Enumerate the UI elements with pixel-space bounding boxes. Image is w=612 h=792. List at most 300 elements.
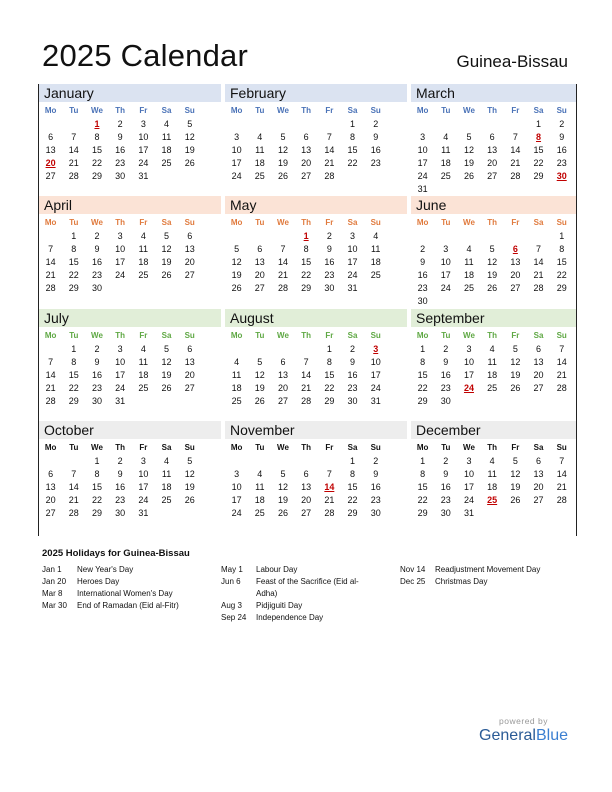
- day-cell: 16: [91, 370, 102, 380]
- weekday-label: Sa: [161, 331, 172, 340]
- day-cell: 26: [161, 270, 172, 280]
- day-cell: 22: [417, 383, 428, 393]
- weekday-label: Sa: [161, 218, 172, 227]
- holiday-name: Readjustment Movement Day: [435, 565, 541, 574]
- day-cell: 16: [115, 145, 126, 155]
- day-cell: [295, 455, 318, 468]
- day-cell: 14: [45, 257, 56, 267]
- week-row: [411, 144, 576, 157]
- weekday-label: Fr: [511, 106, 520, 115]
- day-cell: 10: [138, 132, 149, 142]
- day-cell: 7: [303, 357, 309, 367]
- day-cell: 15: [347, 145, 358, 155]
- weekday-label: Tu: [69, 331, 79, 340]
- week-row: [411, 356, 576, 369]
- week-row: [411, 369, 576, 382]
- holiday-name: International Women's Day: [77, 589, 173, 598]
- day-cell: 31: [138, 508, 149, 518]
- holiday-name: Christmas Day: [435, 577, 488, 586]
- day-cell: [550, 183, 573, 196]
- day-cell: 20: [487, 158, 498, 168]
- day-cell: 28: [68, 508, 79, 518]
- calendar-grid: [38, 84, 577, 536]
- day-cell: [155, 170, 178, 183]
- day-cell: 13: [45, 482, 56, 492]
- day-cell: 18: [487, 482, 498, 492]
- day-cell: 30: [370, 508, 381, 518]
- day-cell: 18: [254, 158, 265, 168]
- day-cell: 5: [257, 357, 263, 367]
- day-cell: 22: [347, 158, 358, 168]
- day-cell: 31: [370, 396, 381, 406]
- week-row: [225, 282, 407, 295]
- day-cell: 19: [277, 495, 288, 505]
- day-cell: 1: [559, 231, 565, 241]
- day-cell: 19: [510, 370, 521, 380]
- day-cell: 11: [371, 244, 381, 254]
- month-name: October: [39, 421, 221, 439]
- day-cell: 23: [370, 158, 381, 168]
- weekday-label: Su: [370, 218, 381, 227]
- day-cell: 11: [441, 145, 451, 155]
- weekday-header: [411, 329, 576, 343]
- day-cell: 23: [440, 383, 451, 393]
- weekday-label: We: [463, 218, 475, 227]
- month-name: September: [411, 309, 576, 327]
- day-cell: 31: [138, 171, 149, 181]
- day-cell: 27: [277, 396, 288, 406]
- holidays-title: 2025 Holidays for Guinea-Bissau: [42, 548, 190, 559]
- day-cell: 7: [559, 344, 565, 354]
- weekday-header: [225, 441, 407, 455]
- day-cell: 21: [324, 158, 335, 168]
- day-cell: [481, 118, 504, 131]
- day-cell: 26: [231, 283, 242, 293]
- week-row: [411, 295, 576, 308]
- day-cell: 26: [463, 171, 474, 181]
- weekday-label: Mo: [230, 106, 243, 115]
- day-cell: 27: [533, 383, 544, 393]
- month-name: June: [411, 196, 576, 214]
- day-cell: 6: [536, 456, 542, 466]
- month-name: April: [39, 196, 221, 214]
- week-row: [411, 243, 576, 256]
- day-cell: 27: [301, 171, 312, 181]
- day-cell: 5: [164, 231, 170, 241]
- day-cell: [527, 507, 550, 520]
- day-cell: [225, 455, 248, 468]
- day-cell: 8: [559, 244, 565, 254]
- day-cell: 15: [533, 145, 544, 155]
- day-cell: 31: [115, 396, 126, 406]
- day-cell: [109, 282, 132, 295]
- day-cell: 19: [510, 482, 521, 492]
- day-cell: 22: [68, 270, 79, 280]
- day-cell: 28: [45, 396, 56, 406]
- day-cell: 23: [324, 270, 335, 280]
- day-cell: 23: [370, 495, 381, 505]
- day-cell: 8: [303, 244, 309, 254]
- day-cell: [364, 170, 387, 183]
- day-cell: 12: [510, 469, 521, 479]
- holiday-column: [42, 564, 195, 612]
- day-cell: 15: [91, 482, 102, 492]
- day-cell: [457, 230, 480, 243]
- weekday-label: Tu: [255, 106, 265, 115]
- day-cell: 28: [68, 171, 79, 181]
- day-cell: 13: [184, 244, 195, 254]
- day-cell: 4: [489, 456, 495, 466]
- weekday-label: Mo: [416, 443, 429, 452]
- day-cell: 7: [71, 132, 77, 142]
- weekday-label: Th: [301, 331, 312, 340]
- holiday-item: [221, 600, 374, 612]
- day-cell: [39, 230, 62, 243]
- day-cell: [411, 118, 434, 131]
- day-cell: 18: [254, 495, 265, 505]
- day-cell: 8: [326, 357, 332, 367]
- holiday-day-cell: 6: [512, 244, 518, 254]
- day-cell: 10: [417, 145, 428, 155]
- day-cell: [271, 118, 294, 131]
- day-cell: 27: [184, 270, 195, 280]
- day-cell: 17: [138, 145, 149, 155]
- day-cell: 12: [254, 370, 265, 380]
- weekday-label: Mo: [230, 331, 243, 340]
- day-cell: 5: [466, 132, 472, 142]
- day-cell: 22: [347, 495, 358, 505]
- day-cell: 6: [48, 469, 54, 479]
- weekday-label: Mo: [230, 218, 243, 227]
- weekday-label: Su: [370, 331, 381, 340]
- day-cell: 14: [533, 257, 544, 267]
- day-cell: 8: [350, 132, 356, 142]
- day-cell: 20: [184, 257, 195, 267]
- day-cell: 23: [115, 495, 126, 505]
- day-cell: 13: [45, 145, 56, 155]
- day-cell: 10: [231, 145, 242, 155]
- day-cell: 12: [463, 145, 474, 155]
- day-cell: 1: [420, 344, 426, 354]
- day-cell: [248, 455, 271, 468]
- day-cell: 3: [350, 231, 356, 241]
- day-cell: 19: [487, 270, 498, 280]
- day-cell: 27: [184, 383, 195, 393]
- day-cell: 3: [466, 344, 472, 354]
- week-row: [39, 131, 221, 144]
- weekday-label: Su: [556, 218, 567, 227]
- day-cell: 17: [115, 370, 126, 380]
- day-cell: 31: [347, 283, 358, 293]
- day-cell: [434, 183, 457, 196]
- week-row: [225, 269, 407, 282]
- day-cell: [504, 395, 527, 408]
- day-cell: 29: [533, 171, 544, 181]
- weekday-header: [411, 216, 576, 230]
- weekday-label: Tu: [255, 218, 265, 227]
- weekday-label: Tu: [69, 106, 79, 115]
- holiday-date: Mar 8: [42, 589, 63, 598]
- month-march: [411, 84, 576, 196]
- day-cell: [550, 507, 573, 520]
- holiday-date: May 1: [221, 565, 243, 574]
- day-cell: [457, 118, 480, 131]
- weekday-header: [39, 441, 221, 455]
- day-cell: 20: [533, 370, 544, 380]
- day-cell: 5: [512, 456, 518, 466]
- day-cell: [481, 230, 504, 243]
- day-cell: [527, 230, 550, 243]
- day-cell: 7: [512, 132, 518, 142]
- powered-by-text: powered by: [499, 716, 548, 726]
- holiday-date: Sep 24: [221, 613, 247, 622]
- day-cell: 8: [94, 469, 100, 479]
- day-cell: 29: [417, 508, 428, 518]
- day-cell: 12: [277, 145, 288, 155]
- weekday-label: We: [463, 106, 475, 115]
- day-cell: [39, 455, 62, 468]
- day-cell: 13: [254, 257, 265, 267]
- day-cell: [318, 118, 341, 131]
- day-cell: 22: [68, 383, 79, 393]
- day-cell: [178, 395, 201, 408]
- weekday-label: Th: [115, 443, 126, 452]
- day-cell: [155, 282, 178, 295]
- day-cell: 28: [45, 283, 56, 293]
- week-row: [225, 144, 407, 157]
- day-cell: 24: [138, 495, 149, 505]
- month-april: [39, 196, 221, 308]
- day-cell: 15: [417, 482, 428, 492]
- week-row: [411, 183, 576, 196]
- day-cell: 10: [370, 357, 381, 367]
- day-cell: 6: [280, 357, 286, 367]
- day-cell: 30: [91, 396, 102, 406]
- day-cell: 29: [91, 171, 102, 181]
- month-may: [225, 196, 407, 308]
- day-cell: 6: [489, 132, 495, 142]
- day-cell: 24: [231, 508, 242, 518]
- day-cell: 26: [487, 283, 498, 293]
- day-cell: [62, 455, 85, 468]
- weekday-label: Th: [487, 218, 498, 227]
- day-cell: [248, 118, 271, 131]
- day-cell: 19: [277, 158, 288, 168]
- day-cell: 13: [301, 482, 312, 492]
- weekday-label: Fr: [139, 106, 148, 115]
- day-cell: 18: [161, 145, 172, 155]
- week-row: [411, 468, 576, 481]
- day-cell: 29: [417, 396, 428, 406]
- day-cell: 24: [440, 283, 451, 293]
- day-cell: 19: [184, 482, 195, 492]
- month-name: November: [225, 421, 407, 439]
- day-cell: 15: [347, 482, 358, 492]
- day-cell: 14: [68, 145, 79, 155]
- day-cell: 25: [138, 270, 149, 280]
- month-name: August: [225, 309, 407, 327]
- day-cell: 2: [373, 119, 379, 129]
- day-cell: 24: [115, 383, 126, 393]
- day-cell: 9: [373, 469, 379, 479]
- holiday-day-cell: 30: [556, 171, 567, 181]
- month-name: March: [411, 84, 576, 102]
- day-cell: [295, 118, 318, 131]
- day-cell: 8: [71, 244, 77, 254]
- day-cell: 27: [487, 171, 498, 181]
- day-cell: 16: [115, 482, 126, 492]
- day-cell: 18: [440, 158, 451, 168]
- day-cell: 9: [373, 132, 379, 142]
- day-cell: 4: [489, 344, 495, 354]
- day-cell: 20: [184, 370, 195, 380]
- day-cell: 15: [68, 257, 79, 267]
- day-cell: [341, 170, 364, 183]
- day-cell: 1: [71, 344, 77, 354]
- day-cell: 24: [115, 270, 126, 280]
- day-cell: 17: [138, 482, 149, 492]
- day-cell: 20: [301, 158, 312, 168]
- day-cell: 25: [138, 383, 149, 393]
- week-row: [225, 369, 407, 382]
- holiday-day-cell: 20: [45, 158, 56, 168]
- day-cell: [318, 455, 341, 468]
- weekday-label: Th: [301, 218, 312, 227]
- day-cell: [504, 295, 527, 308]
- day-cell: 10: [347, 244, 358, 254]
- day-cell: 25: [463, 283, 474, 293]
- day-cell: 23: [91, 270, 102, 280]
- day-cell: 30: [440, 508, 451, 518]
- day-cell: 16: [347, 370, 358, 380]
- day-cell: 12: [487, 257, 498, 267]
- month-name: February: [225, 84, 407, 102]
- weekday-label: Th: [115, 106, 126, 115]
- weekday-label: Fr: [325, 443, 334, 452]
- month-february: [225, 84, 407, 196]
- week-row: [39, 157, 221, 170]
- day-cell: 12: [161, 244, 172, 254]
- day-cell: 29: [68, 396, 79, 406]
- week-row: [225, 382, 407, 395]
- day-cell: 7: [326, 132, 332, 142]
- holiday-name: Heroes Day: [77, 577, 120, 586]
- day-cell: 6: [48, 132, 54, 142]
- day-cell: 14: [68, 482, 79, 492]
- weekday-label: Tu: [441, 218, 451, 227]
- week-row: [411, 118, 576, 131]
- day-cell: 16: [440, 482, 451, 492]
- weekday-label: We: [463, 443, 475, 452]
- day-cell: 12: [277, 482, 288, 492]
- holiday-name: Labour Day: [256, 565, 298, 574]
- day-cell: 8: [420, 469, 426, 479]
- weekday-label: Mo: [416, 331, 429, 340]
- week-row: [411, 131, 576, 144]
- weekday-label: Mo: [44, 331, 57, 340]
- day-cell: 8: [350, 469, 356, 479]
- day-cell: 1: [71, 231, 77, 241]
- day-cell: 15: [68, 370, 79, 380]
- week-row: [39, 118, 221, 131]
- day-cell: 16: [370, 145, 381, 155]
- week-row: [39, 356, 221, 369]
- weekday-label: Fr: [139, 218, 148, 227]
- weekday-label: Sa: [347, 443, 358, 452]
- day-cell: 17: [463, 370, 474, 380]
- holiday-date: Jan 1: [42, 565, 62, 574]
- day-cell: 25: [440, 171, 451, 181]
- day-cell: 2: [350, 344, 356, 354]
- week-row: [225, 170, 407, 183]
- brand-name-part2: Blue: [535, 727, 568, 744]
- day-cell: 19: [161, 370, 172, 380]
- day-cell: 28: [324, 171, 335, 181]
- day-cell: 7: [536, 244, 542, 254]
- week-row: [411, 170, 576, 183]
- weekday-label: Su: [370, 443, 381, 452]
- day-cell: 17: [115, 257, 126, 267]
- day-cell: 15: [417, 370, 428, 380]
- week-row: [411, 230, 576, 243]
- day-cell: 21: [324, 495, 335, 505]
- day-cell: 28: [556, 383, 567, 393]
- day-cell: [504, 118, 527, 131]
- day-cell: 31: [463, 508, 474, 518]
- day-cell: [434, 118, 457, 131]
- day-cell: 5: [489, 244, 495, 254]
- week-row: [225, 256, 407, 269]
- week-row: [225, 356, 407, 369]
- day-cell: [295, 343, 318, 356]
- day-cell: 4: [257, 132, 263, 142]
- day-cell: 5: [280, 132, 286, 142]
- day-cell: 16: [556, 145, 567, 155]
- weekday-label: Fr: [325, 106, 334, 115]
- day-cell: 8: [94, 132, 100, 142]
- day-cell: 22: [556, 270, 567, 280]
- day-cell: 2: [420, 244, 426, 254]
- day-cell: 16: [91, 257, 102, 267]
- holiday-item: [400, 576, 570, 588]
- day-cell: 21: [533, 270, 544, 280]
- weekday-label: Su: [556, 443, 567, 452]
- day-cell: [178, 282, 201, 295]
- day-cell: 9: [443, 469, 449, 479]
- day-cell: 13: [533, 469, 544, 479]
- day-cell: 2: [94, 344, 100, 354]
- weekday-label: Sa: [347, 106, 358, 115]
- day-cell: 11: [161, 132, 172, 142]
- day-cell: 4: [443, 132, 449, 142]
- day-cell: 29: [324, 396, 335, 406]
- holiday-day-cell: 3: [373, 344, 379, 354]
- month-august: [225, 309, 407, 421]
- weekday-header: [39, 104, 221, 118]
- day-cell: [550, 295, 573, 308]
- week-row: [411, 282, 576, 295]
- day-cell: 24: [347, 270, 358, 280]
- day-cell: 3: [117, 231, 123, 241]
- day-cell: 3: [234, 469, 240, 479]
- day-cell: [504, 507, 527, 520]
- day-cell: 9: [117, 469, 123, 479]
- weekday-label: Sa: [347, 218, 358, 227]
- holiday-name: End of Ramadan (Eid al-Fitr): [77, 601, 179, 610]
- day-cell: 9: [420, 257, 426, 267]
- weekday-header: [39, 216, 221, 230]
- day-cell: 15: [324, 370, 335, 380]
